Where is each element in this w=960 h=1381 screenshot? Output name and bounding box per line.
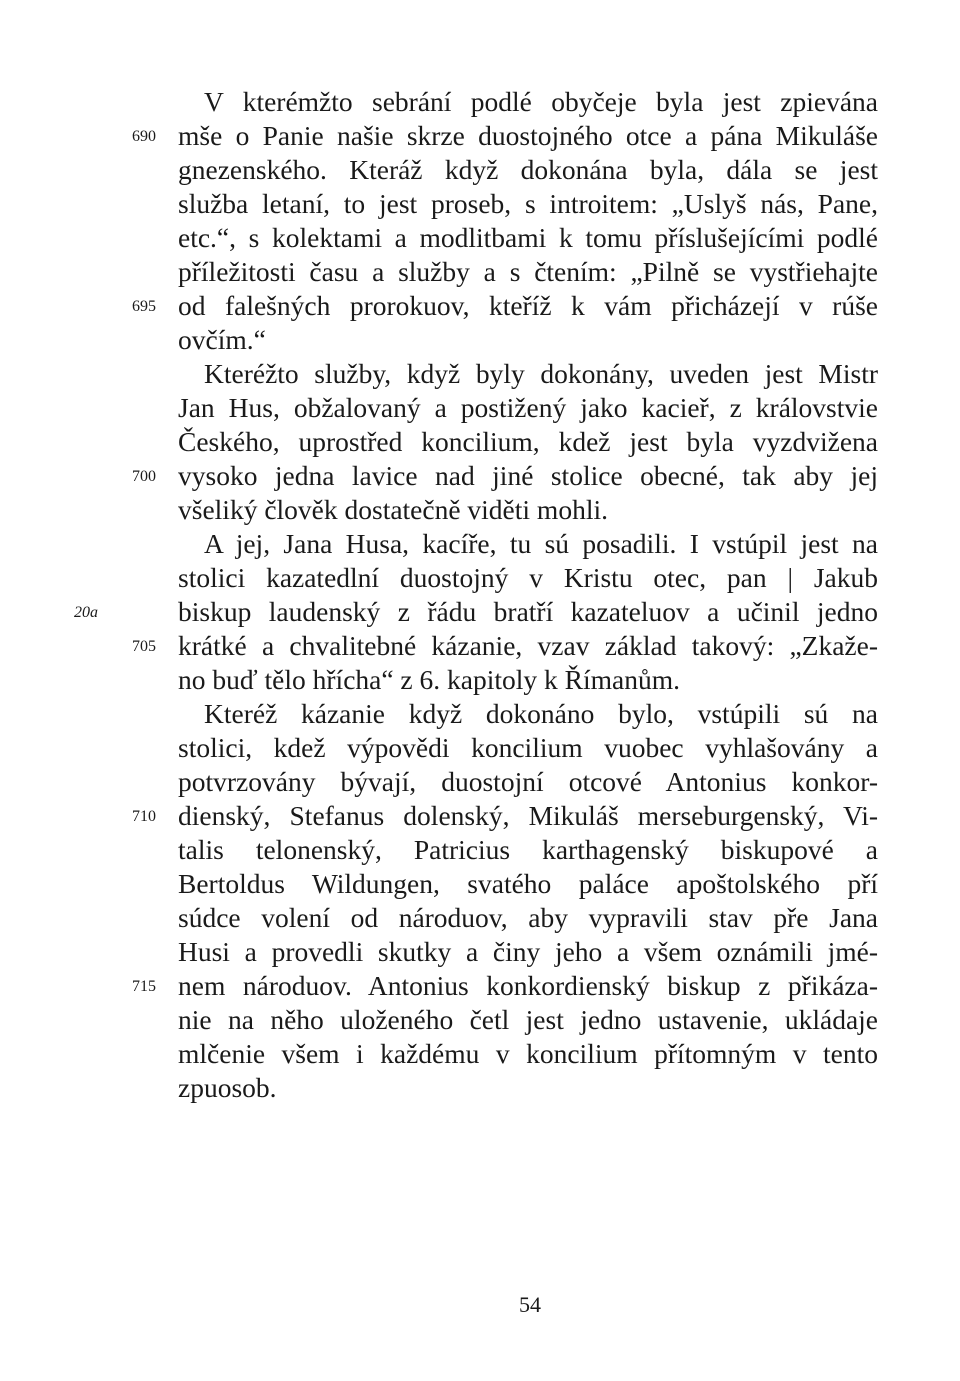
line-number-705: 705 bbox=[132, 638, 156, 655]
text-line-19: Kteréž kázanie když dokonáno bylo, vstúpili sú na bbox=[204, 698, 878, 729]
text-line-1: V kterémžto sebrání podlé obyčeje byla jest zpievána bbox=[204, 86, 878, 117]
text-line-8: ovčím.“ bbox=[178, 324, 266, 355]
text-line-11: Českého, uprostřed koncilium, kdež jest byla vyzdvižena bbox=[178, 426, 878, 457]
text-line-7: od falešných prorokuov, kteříž k vám přicházejí v rúše bbox=[178, 290, 878, 321]
margin-folio-note: 20a bbox=[74, 604, 98, 621]
text-line-6: příležitosti času a služby a s čtením: „Pilně se vystřiehajte bbox=[178, 256, 878, 287]
page-number: 54 bbox=[519, 1292, 541, 1317]
text-line-10: Jan Hus, obžalovaný a postižený jako kacieř, z královstvie bbox=[178, 392, 878, 423]
text-line-30: zpuosob. bbox=[178, 1072, 277, 1103]
text-line-5: etc.“, s kolektami a modlitbami k tomu příslušejícími podlé bbox=[178, 222, 878, 253]
text-line-16: biskup laudenský z řádu bratří kazateluov a učinil jedno bbox=[178, 596, 878, 627]
text-line-28: nie na něho uloženého četl jest jedno ustavenie, ukládaje bbox=[178, 1004, 878, 1035]
text-line-3: gnezenského. Kteráž když dokonána byla, dála se jest bbox=[178, 154, 878, 185]
text-line-21: potvrzovány bývají, duostojní otcové Antonius konkor- bbox=[178, 766, 878, 797]
text-line-2: mše o Panie našie skrze duostojného otce a pána Mikuláše bbox=[178, 120, 878, 151]
text-line-12: vysoko jedna lavice nad jiné stolice obecné, tak aby jej bbox=[178, 460, 878, 491]
text-line-22: dienský, Stefanus dolenský, Mikuláš merseburgenský, Vi- bbox=[178, 800, 878, 831]
line-number-715: 715 bbox=[132, 978, 156, 995]
text-line-27: nem národuov. Antonius konkordienský biskup z přikáza- bbox=[178, 970, 878, 1001]
line-number-695: 695 bbox=[132, 298, 156, 315]
text-line-23: talis telonenský, Patricius karthagenský biskupové a bbox=[178, 834, 878, 865]
text-line-14: A jej, Jana Husa, kacíře, tu sú posadili. I vstúpil jest na bbox=[204, 528, 878, 559]
text-line-26: Husi a provedli skutky a činy jeho a všem oznámili jmé- bbox=[178, 936, 878, 967]
text-line-4: služba letaní, to jest proseb, s introitem: „Uslyš nás, Pane, bbox=[178, 188, 878, 219]
text-line-9: Kteréžto služby, když byly dokonány, uveden jest Mistr bbox=[204, 358, 878, 389]
text-line-29: mlčenie všem i každému v koncilium přítomným v tento bbox=[178, 1038, 878, 1069]
line-number-700: 700 bbox=[132, 468, 156, 485]
text-line-24: Bertoldus Wildungen, svatého paláce apoštolského pří bbox=[178, 868, 878, 899]
text-line-15: stolici kazatedlní duostojný v Kristu otec, pan | Jakub bbox=[178, 562, 878, 593]
line-number-710: 710 bbox=[132, 808, 156, 825]
text-line-17: krátké a chvalitebné kázanie, vzav základ takový: „Zkaže- bbox=[178, 630, 878, 661]
line-number-690: 690 bbox=[132, 128, 156, 145]
text-line-25: súdce volení od národuov, aby vypravili stav pře Jana bbox=[178, 902, 878, 933]
text-line-20: stolici, kdež výpovědi koncilium vuobec vyhlašovány a bbox=[178, 732, 878, 763]
text-line-18: no buď tělo hřícha“ z 6. kapitoly k Římanům. bbox=[178, 664, 680, 695]
text-line-13: všeliký člověk dostatečně viděti mohli. bbox=[178, 494, 608, 525]
